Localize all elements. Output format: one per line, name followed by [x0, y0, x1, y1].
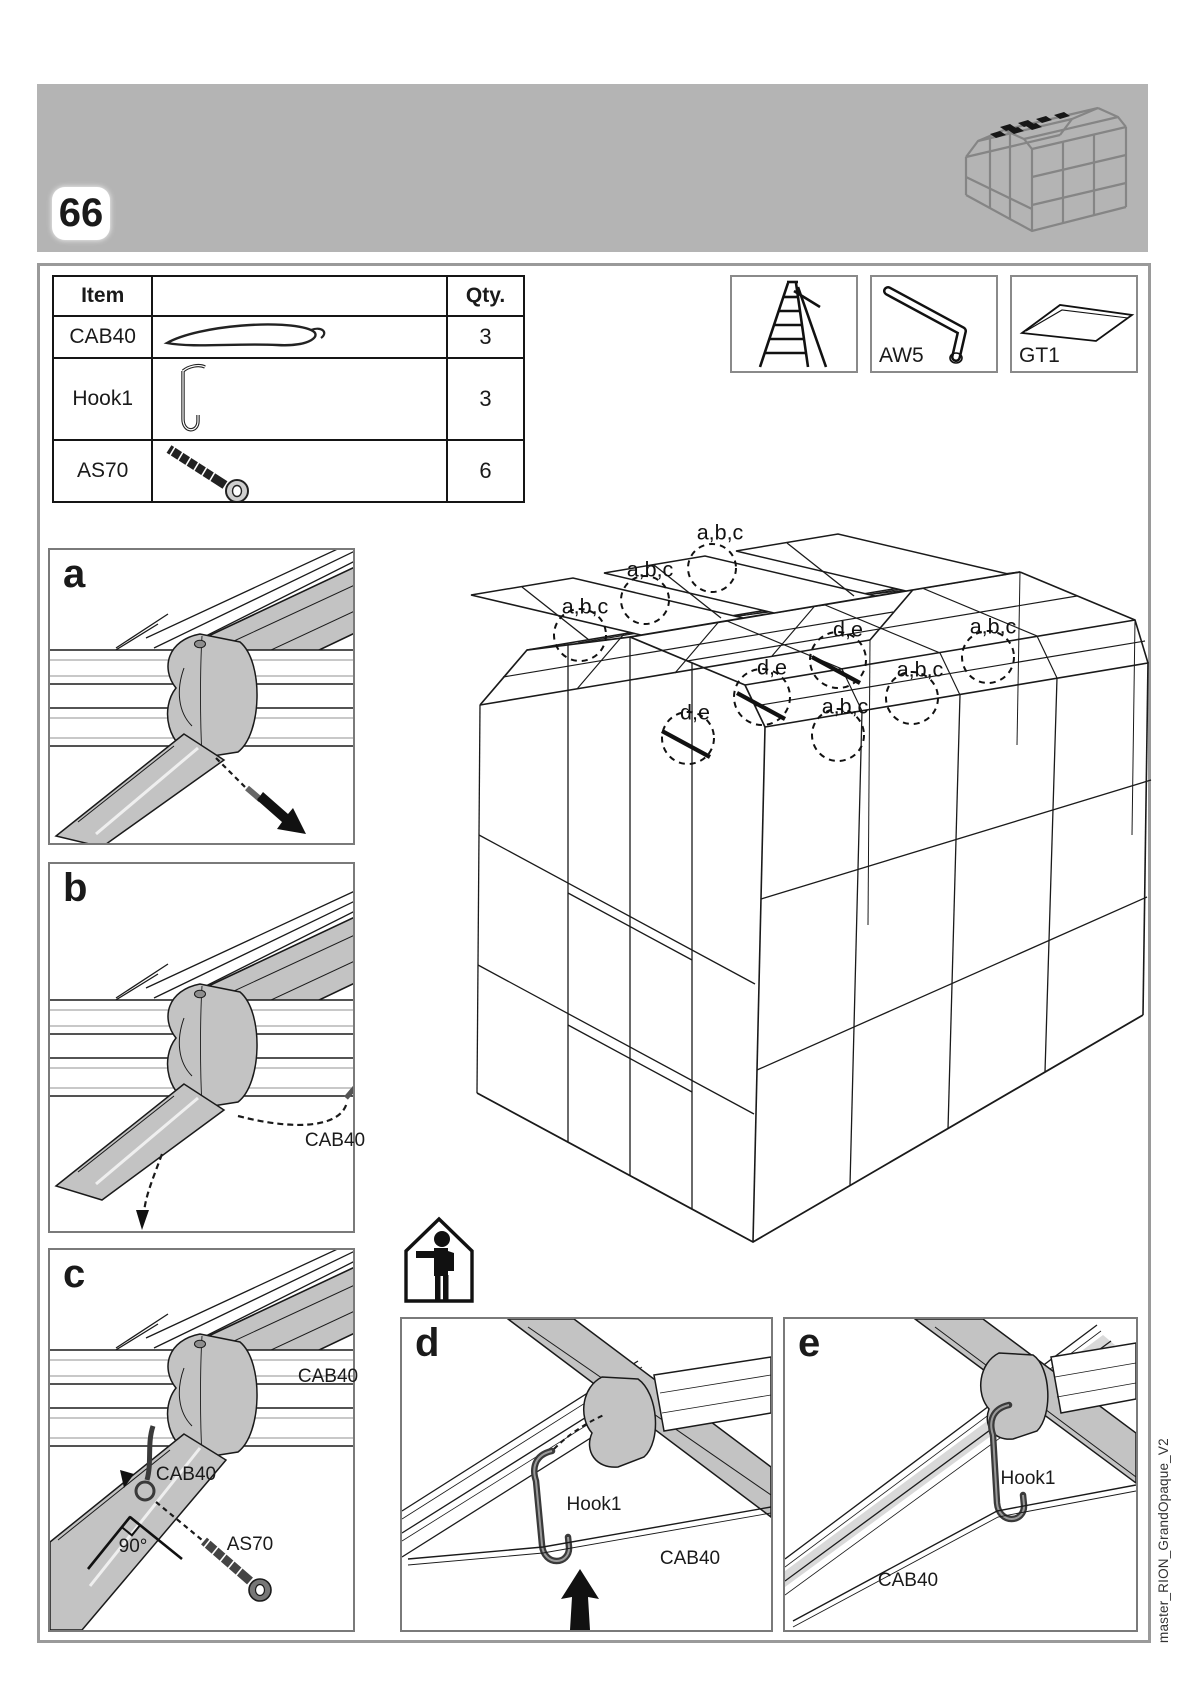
parts-table-header-row — [53, 276, 524, 316]
greenhouse-overview-drawing — [440, 505, 1155, 1250]
overview-callout-label: a,b,c — [561, 594, 609, 619]
roof-vent-marks — [990, 112, 1070, 138]
cab40-callout-label: CAB40 — [304, 1130, 366, 1151]
document-version-text: master_RION_GrandOpaque_V2 — [1156, 1438, 1171, 1643]
part-name: Hook1 — [53, 358, 152, 440]
detail-panel-c — [48, 1248, 359, 1632]
parts-table — [52, 275, 525, 503]
detail-panel-e — [783, 1317, 1138, 1632]
overview-callout-label: a,b,c — [896, 657, 944, 682]
tool-label: GT1 — [1019, 344, 1060, 367]
direction-arrow — [257, 792, 306, 834]
cab40-callout-label: CAB40 — [297, 1366, 359, 1387]
detail-panel-a — [48, 548, 355, 845]
overview-callout-label: d,e — [680, 700, 710, 725]
tool-box-ladder — [730, 275, 858, 373]
parts-header-item: Item — [53, 276, 152, 316]
greenhouse-thumbnail-icon — [952, 97, 1142, 245]
cab40-callout-label: CAB40 — [659, 1548, 721, 1569]
panel-letter-a: a — [63, 552, 86, 596]
step-number: 66 — [58, 191, 104, 235]
cab40-callout-label: CAB40 — [155, 1464, 217, 1485]
detail-panel-d — [400, 1317, 773, 1632]
as70-callout-label: AS70 — [226, 1534, 274, 1555]
overview-callout-label: a,b,c — [821, 694, 869, 719]
part-qty: 3 — [447, 358, 524, 440]
j-hook-icon — [153, 359, 443, 439]
panel-letter-d: d — [415, 1321, 440, 1365]
direction-arrow-up — [561, 1569, 599, 1630]
direction-arrow — [136, 1210, 149, 1230]
tool-box-glazing-tool — [1010, 275, 1138, 373]
panel-letter-e: e — [798, 1321, 821, 1365]
overview-callout-label: a,b,c — [626, 557, 674, 582]
panel-letter-b: b — [63, 866, 88, 910]
overview-callout-label: a,b,c — [696, 520, 744, 545]
parts-header-qty: Qty. — [447, 276, 524, 316]
person-in-house-safety-icon — [400, 1213, 478, 1305]
stepladder-icon — [732, 277, 856, 371]
parts-header-picture — [152, 276, 447, 316]
panel-letter-c: c — [63, 1252, 86, 1296]
tool-label: AW5 — [879, 344, 924, 367]
overview-callout-label: d,e — [757, 655, 787, 680]
hook1-callout-label: Hook1 — [566, 1494, 622, 1515]
part-qty: 3 — [447, 316, 524, 358]
table-row — [53, 358, 524, 440]
tool-box-allen-key — [870, 275, 998, 373]
part-name: CAB40 — [53, 316, 152, 358]
cab40-callout-label: CAB40 — [877, 1570, 939, 1591]
table-row — [53, 440, 524, 502]
overview-callout-label: d,e — [833, 617, 863, 642]
detail-panel-b — [48, 862, 366, 1233]
overview-callout-label: a,b,c — [969, 614, 1017, 639]
part-qty: 6 — [447, 440, 524, 502]
hook1-callout-label: Hook1 — [1000, 1468, 1056, 1489]
part-name: AS70 — [53, 440, 152, 502]
anchor-screw-icon — [153, 441, 443, 501]
angle-90-label: 90° — [118, 1536, 148, 1557]
cable-loop-icon — [153, 317, 443, 357]
table-row — [53, 316, 524, 358]
step-number-badge — [52, 187, 110, 240]
